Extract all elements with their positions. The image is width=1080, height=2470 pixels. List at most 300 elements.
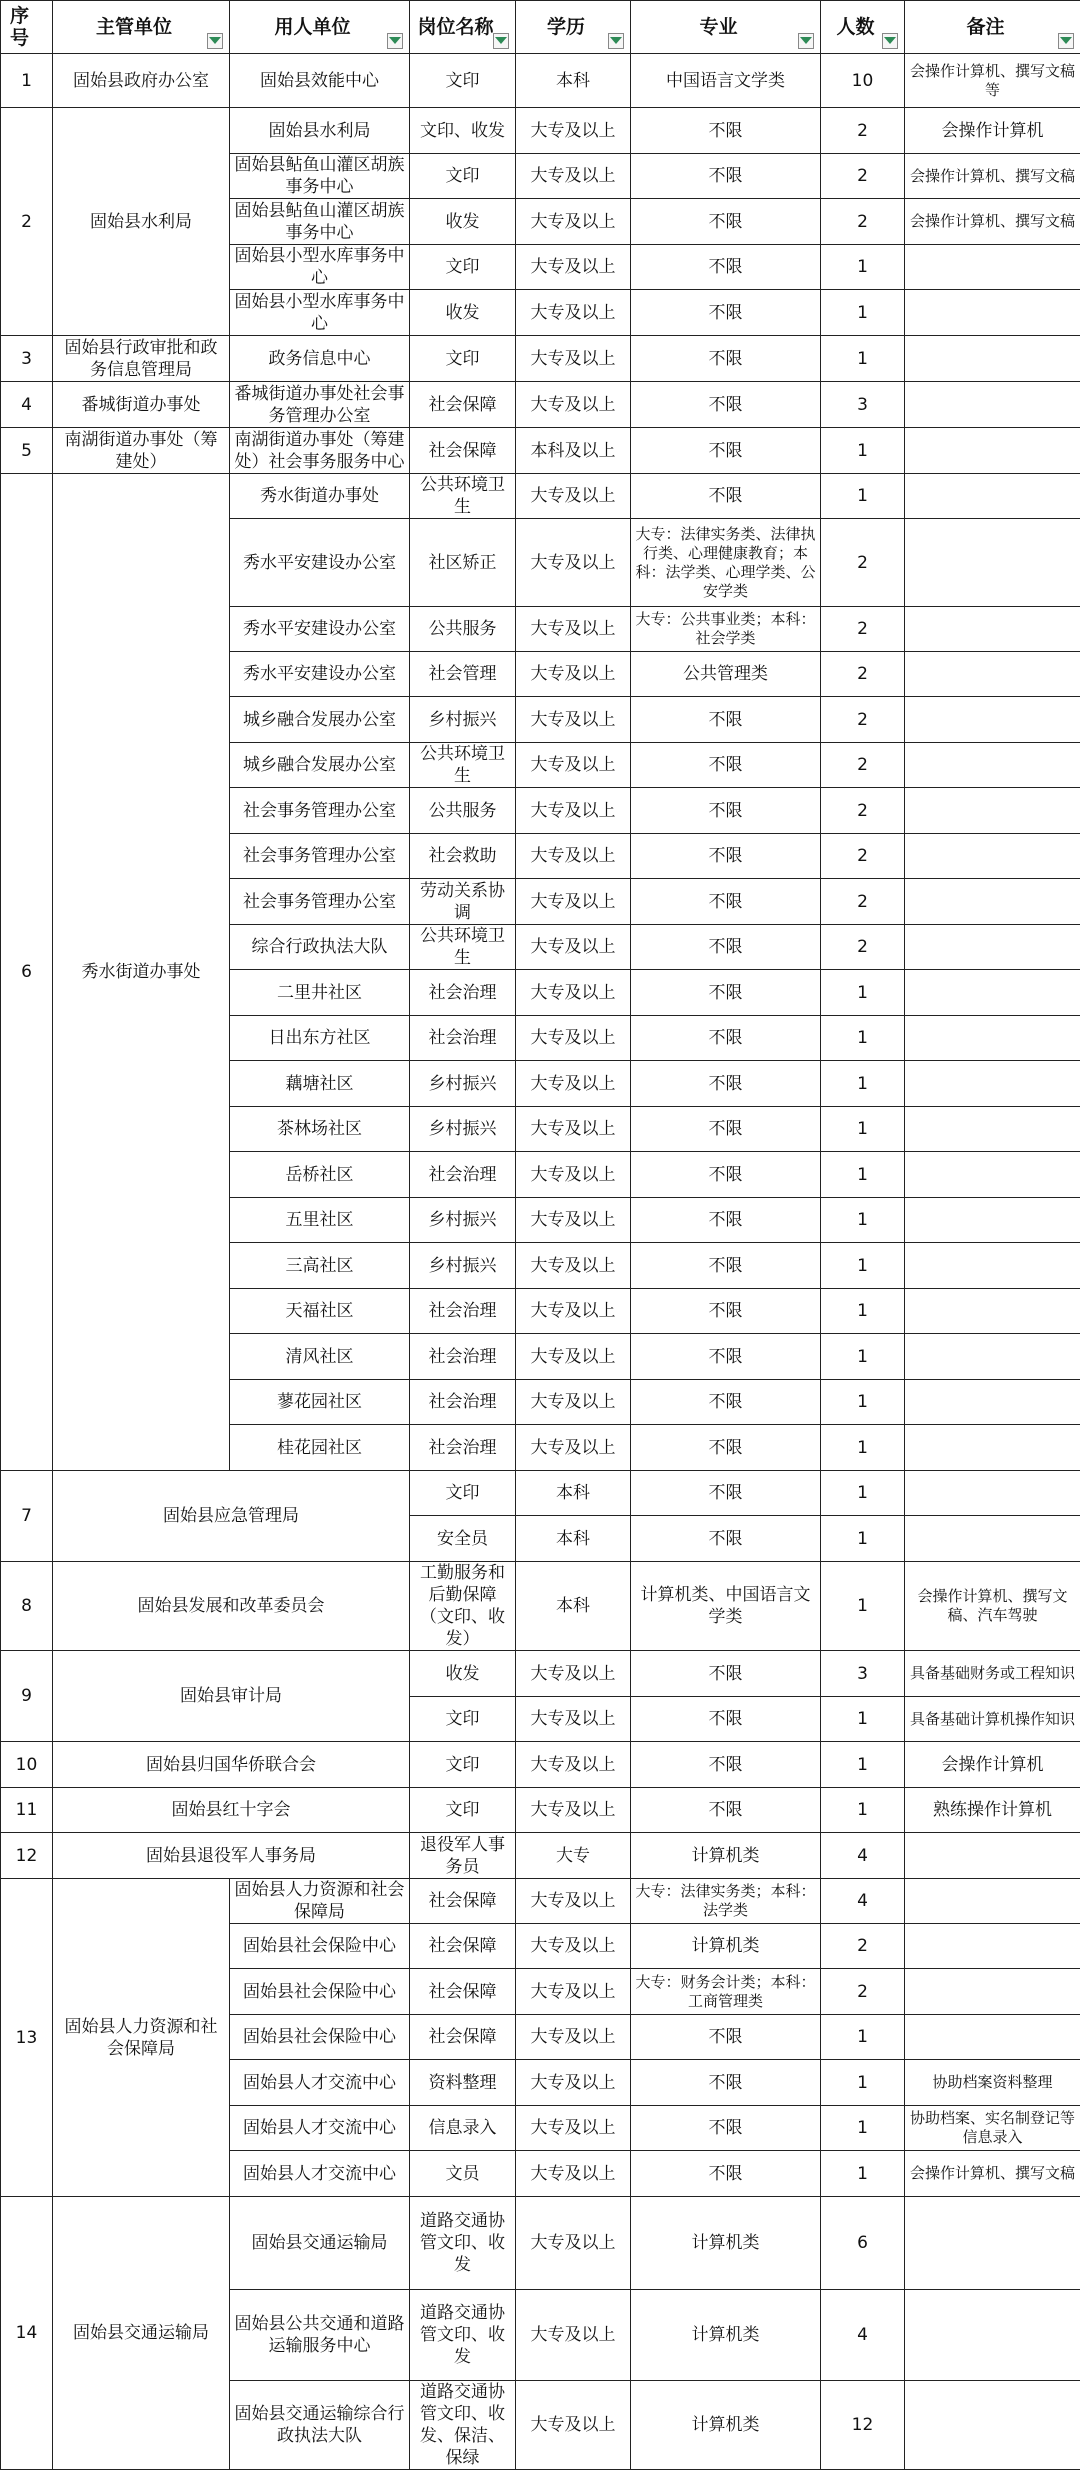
major-cell: 不限 — [631, 1651, 821, 1697]
table-row — [1, 108, 1080, 154]
major-cell: 不限 — [631, 1697, 821, 1742]
note-cell — [905, 607, 1080, 652]
count-cell: 2 — [821, 788, 905, 834]
row-number-cell: 11 — [1, 1788, 53, 1833]
row-number-cell: 8 — [1, 1562, 53, 1651]
post-cell: 乡村振兴 — [410, 1107, 516, 1152]
note-cell: 会操作计算机、撰写文稿 — [905, 2151, 1080, 2197]
note-cell: 会操作计算机、撰写文稿、汽车驾驶 — [905, 1562, 1080, 1651]
major-cell: 不限 — [631, 108, 821, 154]
unit-cell: 桂花园社区 — [230, 1425, 410, 1471]
dept-cell: 固始县归国华侨联合会 — [53, 1742, 410, 1788]
edu-cell: 大专及以上 — [516, 1061, 631, 1107]
note-cell — [905, 788, 1080, 834]
post-cell: 资料整理 — [410, 2060, 516, 2106]
major-cell: 不限 — [631, 1471, 821, 1516]
unit-cell: 综合行政执法大队 — [230, 925, 410, 970]
post-cell: 道路交通协管文印、收发、保洁、保绿 — [410, 2381, 516, 2470]
note-cell — [905, 1152, 1080, 1198]
count-cell: 1 — [821, 2106, 905, 2151]
edu-cell: 大专及以上 — [516, 1742, 631, 1788]
edu-cell: 大专及以上 — [516, 474, 631, 519]
filter-dropdown-icon[interactable] — [608, 33, 624, 49]
major-cell: 不限 — [631, 1107, 821, 1152]
note-cell — [905, 1289, 1080, 1334]
filter-dropdown-icon[interactable] — [798, 33, 814, 49]
unit-cell: 社会事务管理办公室 — [230, 879, 410, 925]
major-cell: 大专：公共事业类；本科：社会学类 — [631, 607, 821, 652]
table-row — [1, 428, 1080, 474]
unit-cell: 二里井社区 — [230, 970, 410, 1016]
post-cell: 公共服务 — [410, 607, 516, 652]
count-cell: 2 — [821, 519, 905, 607]
count-cell: 1 — [821, 336, 905, 382]
note-cell — [905, 1516, 1080, 1562]
note-cell — [905, 2381, 1080, 2470]
edu-cell: 大专及以上 — [516, 1651, 631, 1697]
unit-cell: 固始县社会保险中心 — [230, 2015, 410, 2060]
post-cell: 社会治理 — [410, 1334, 516, 1380]
header-edu: 学历 — [516, 1, 631, 54]
unit-cell: 日出东方社区 — [230, 1016, 410, 1061]
note-cell: 具备基础财务或工程知识 — [905, 1651, 1080, 1697]
unit-cell: 秀水平安建设办公室 — [230, 652, 410, 697]
table-row — [1, 382, 1080, 428]
unit-cell: 岳桥社区 — [230, 1152, 410, 1198]
unit-cell: 政务信息中心 — [230, 336, 410, 382]
row-number-cell: 12 — [1, 1833, 53, 1879]
major-cell: 不限 — [631, 1289, 821, 1334]
unit-cell: 固始县人才交流中心 — [230, 2151, 410, 2197]
count-cell: 1 — [821, 474, 905, 519]
note-cell — [905, 925, 1080, 970]
row-number-cell: 4 — [1, 382, 53, 428]
filter-dropdown-icon[interactable] — [387, 33, 403, 49]
major-cell: 不限 — [631, 382, 821, 428]
edu-cell: 大专及以上 — [516, 2106, 631, 2151]
post-cell: 退役军人事务员 — [410, 1833, 516, 1879]
count-cell: 1 — [821, 1562, 905, 1651]
table-row — [1, 54, 1080, 108]
major-cell: 不限 — [631, 336, 821, 382]
row-number-cell: 14 — [1, 2197, 53, 2470]
edu-cell: 大专及以上 — [516, 788, 631, 834]
note-cell — [905, 697, 1080, 743]
edu-cell: 大专及以上 — [516, 1243, 631, 1289]
unit-cell: 固始县社会保险中心 — [230, 1969, 410, 2015]
edu-cell: 本科 — [516, 1516, 631, 1562]
count-cell: 6 — [821, 2197, 905, 2290]
major-cell: 不限 — [631, 970, 821, 1016]
edu-cell: 大专及以上 — [516, 1289, 631, 1334]
row-number-cell: 3 — [1, 336, 53, 382]
post-cell: 社会治理 — [410, 1152, 516, 1198]
note-cell — [905, 428, 1080, 474]
row-number-cell: 6 — [1, 474, 53, 1471]
post-cell: 文印、收发 — [410, 108, 516, 154]
note-cell — [905, 1061, 1080, 1107]
unit-cell: 蓼花园社区 — [230, 1380, 410, 1425]
unit-cell: 固始县人才交流中心 — [230, 2106, 410, 2151]
edu-cell: 大专及以上 — [516, 1152, 631, 1198]
edu-cell: 大专及以上 — [516, 1697, 631, 1742]
unit-cell: 固始县人才交流中心 — [230, 2060, 410, 2106]
major-cell: 不限 — [631, 2060, 821, 2106]
count-cell: 2 — [821, 199, 905, 245]
table-row — [1, 2197, 1080, 2290]
edu-cell: 大专及以上 — [516, 970, 631, 1016]
count-cell: 1 — [821, 245, 905, 290]
post-cell: 信息录入 — [410, 2106, 516, 2151]
major-cell: 不限 — [631, 788, 821, 834]
post-cell: 文员 — [410, 2151, 516, 2197]
edu-cell: 大专及以上 — [516, 743, 631, 788]
edu-cell: 大专及以上 — [516, 652, 631, 697]
dept-cell: 固始县人力资源和社会保障局 — [53, 1879, 230, 2197]
count-cell: 1 — [821, 1425, 905, 1471]
count-cell: 1 — [821, 1471, 905, 1516]
table-row — [1, 1879, 1080, 1924]
header-dept: 主管单位 — [53, 1, 230, 54]
edu-cell: 大专及以上 — [516, 245, 631, 290]
unit-cell: 固始县鲇鱼山灌区胡族事务中心 — [230, 154, 410, 199]
note-cell — [905, 2015, 1080, 2060]
edu-cell: 大专及以上 — [516, 1016, 631, 1061]
unit-cell: 茶林场社区 — [230, 1107, 410, 1152]
post-cell: 社会保障 — [410, 382, 516, 428]
unit-cell: 固始县人力资源和社会保障局 — [230, 1879, 410, 1924]
note-cell — [905, 1471, 1080, 1516]
note-cell — [905, 474, 1080, 519]
unit-cell: 固始县鲇鱼山灌区胡族事务中心 — [230, 199, 410, 245]
edu-cell: 大专及以上 — [516, 1425, 631, 1471]
major-cell: 不限 — [631, 1380, 821, 1425]
count-cell: 12 — [821, 2381, 905, 2470]
major-cell: 不限 — [631, 1152, 821, 1198]
major-cell: 中国语言文学类 — [631, 54, 821, 108]
note-cell — [905, 1334, 1080, 1380]
note-cell: 会操作计算机、撰写文稿 — [905, 154, 1080, 199]
major-cell: 不限 — [631, 743, 821, 788]
post-cell: 文印 — [410, 154, 516, 199]
edu-cell: 大专及以上 — [516, 1788, 631, 1833]
count-cell: 2 — [821, 743, 905, 788]
count-cell: 2 — [821, 879, 905, 925]
note-cell: 会操作计算机、撰写文稿 — [905, 199, 1080, 245]
count-cell: 1 — [821, 970, 905, 1016]
header-major: 专业 — [631, 1, 821, 54]
edu-cell: 大专及以上 — [516, 2290, 631, 2381]
note-cell: 熟练操作计算机 — [905, 1788, 1080, 1833]
major-cell: 计算机类、中国语言文学类 — [631, 1562, 821, 1651]
post-cell: 社会保障 — [410, 428, 516, 474]
edu-cell: 大专及以上 — [516, 1334, 631, 1380]
count-cell: 10 — [821, 54, 905, 108]
count-cell: 1 — [821, 1243, 905, 1289]
count-cell: 1 — [821, 1516, 905, 1562]
count-cell: 1 — [821, 1107, 905, 1152]
edu-cell: 大专及以上 — [516, 336, 631, 382]
note-cell: 会操作计算机、撰写文稿等 — [905, 54, 1080, 108]
post-cell: 收发 — [410, 199, 516, 245]
note-cell — [905, 652, 1080, 697]
major-cell: 不限 — [631, 154, 821, 199]
count-cell: 1 — [821, 2060, 905, 2106]
unit-cell: 固始县交通运输局 — [230, 2197, 410, 2290]
post-cell: 文印 — [410, 1697, 516, 1742]
edu-cell: 大专及以上 — [516, 1198, 631, 1243]
note-cell — [905, 1016, 1080, 1061]
post-cell: 社会治理 — [410, 1289, 516, 1334]
post-cell: 社会治理 — [410, 1425, 516, 1471]
edu-cell: 大专及以上 — [516, 290, 631, 336]
major-cell: 不限 — [631, 1742, 821, 1788]
header-note: 备注 — [905, 1, 1080, 54]
unit-cell: 城乡融合发展办公室 — [230, 697, 410, 743]
post-cell: 社区矫正 — [410, 519, 516, 607]
edu-cell: 本科 — [516, 1471, 631, 1516]
post-cell: 文印 — [410, 1471, 516, 1516]
note-cell — [905, 1833, 1080, 1879]
post-cell: 公共环境卫生 — [410, 925, 516, 970]
major-cell: 不限 — [631, 1061, 821, 1107]
dept-cell: 固始县政府办公室 — [53, 54, 230, 108]
unit-cell: 固始县效能中心 — [230, 54, 410, 108]
major-cell: 不限 — [631, 834, 821, 879]
count-cell: 1 — [821, 1289, 905, 1334]
unit-cell: 秀水平安建设办公室 — [230, 607, 410, 652]
dept-cell: 固始县交通运输局 — [53, 2197, 230, 2470]
major-cell: 不限 — [631, 428, 821, 474]
note-cell — [905, 2290, 1080, 2381]
header-unit: 用人单位 — [230, 1, 410, 54]
note-cell — [905, 970, 1080, 1016]
unit-cell: 社会事务管理办公室 — [230, 834, 410, 879]
dept-cell: 秀水街道办事处 — [53, 474, 230, 1471]
post-cell: 社会保障 — [410, 1879, 516, 1924]
row-number-cell: 1 — [1, 54, 53, 108]
unit-cell: 固始县公共交通和道路运输服务中心 — [230, 2290, 410, 2381]
note-cell — [905, 382, 1080, 428]
major-cell: 计算机类 — [631, 2197, 821, 2290]
count-cell: 1 — [821, 1061, 905, 1107]
major-cell: 不限 — [631, 2151, 821, 2197]
filter-dropdown-icon[interactable] — [207, 33, 223, 49]
major-cell: 不限 — [631, 697, 821, 743]
count-cell: 1 — [821, 1788, 905, 1833]
edu-cell: 大专及以上 — [516, 1969, 631, 2015]
post-cell: 文印 — [410, 1788, 516, 1833]
post-cell: 乡村振兴 — [410, 1061, 516, 1107]
count-cell: 2 — [821, 652, 905, 697]
dept-cell: 固始县行政审批和政务信息管理局 — [53, 336, 230, 382]
edu-cell: 大专及以上 — [516, 382, 631, 428]
major-cell: 不限 — [631, 2015, 821, 2060]
edu-cell: 大专及以上 — [516, 1107, 631, 1152]
row-number-cell: 5 — [1, 428, 53, 474]
unit-cell: 社会事务管理办公室 — [230, 788, 410, 834]
edu-cell: 大专及以上 — [516, 154, 631, 199]
major-cell: 不限 — [631, 1016, 821, 1061]
note-cell — [905, 2197, 1080, 2290]
post-cell: 道路交通协管文印、收发 — [410, 2197, 516, 2290]
note-cell: 协助档案资料整理 — [905, 2060, 1080, 2106]
post-cell: 社会保障 — [410, 1969, 516, 2015]
row-number-cell: 2 — [1, 108, 53, 336]
table-row — [1, 1833, 1080, 1879]
dept-cell: 固始县发展和改革委员会 — [53, 1562, 410, 1651]
edu-cell: 大专及以上 — [516, 1879, 631, 1924]
dept-cell: 南湖街道办事处（筹建处） — [53, 428, 230, 474]
major-cell: 不限 — [631, 1788, 821, 1833]
major-cell: 计算机类 — [631, 2290, 821, 2381]
edu-cell: 大专 — [516, 1833, 631, 1879]
post-cell: 社会治理 — [410, 970, 516, 1016]
dept-cell: 固始县水利局 — [53, 108, 230, 336]
note-cell — [905, 290, 1080, 336]
major-cell: 计算机类 — [631, 1924, 821, 1969]
edu-cell: 大专及以上 — [516, 834, 631, 879]
post-cell: 社会治理 — [410, 1380, 516, 1425]
unit-cell: 番城街道办事处社会事务管理办公室 — [230, 382, 410, 428]
count-cell: 1 — [821, 428, 905, 474]
table-row — [1, 1471, 1080, 1516]
post-cell: 社会救助 — [410, 834, 516, 879]
edu-cell: 大专及以上 — [516, 879, 631, 925]
note-cell: 具备基础计算机操作知识 — [905, 1697, 1080, 1742]
major-cell: 不限 — [631, 245, 821, 290]
table-row — [1, 1562, 1080, 1651]
post-cell: 乡村振兴 — [410, 1243, 516, 1289]
edu-cell: 大专及以上 — [516, 2151, 631, 2197]
count-cell: 1 — [821, 2151, 905, 2197]
table-row — [1, 1788, 1080, 1833]
major-cell: 大专：法律实务类；本科：法学类 — [631, 1879, 821, 1924]
dept-cell: 固始县红十字会 — [53, 1788, 410, 1833]
count-cell: 2 — [821, 834, 905, 879]
note-cell — [905, 1107, 1080, 1152]
count-cell: 3 — [821, 382, 905, 428]
note-cell — [905, 336, 1080, 382]
edu-cell: 大专及以上 — [516, 2381, 631, 2470]
post-cell: 收发 — [410, 290, 516, 336]
major-cell: 不限 — [631, 2106, 821, 2151]
note-cell — [905, 1243, 1080, 1289]
count-cell: 1 — [821, 1697, 905, 1742]
count-cell: 1 — [821, 1380, 905, 1425]
major-cell: 不限 — [631, 925, 821, 970]
header-count: 人数 — [821, 1, 905, 54]
note-cell — [905, 1879, 1080, 1924]
note-cell: 会操作计算机 — [905, 108, 1080, 154]
unit-cell: 固始县小型水库事务中心 — [230, 290, 410, 336]
note-cell — [905, 1924, 1080, 1969]
unit-cell: 固始县交通运输综合行政执法大队 — [230, 2381, 410, 2470]
edu-cell: 大专及以上 — [516, 1380, 631, 1425]
note-cell — [905, 245, 1080, 290]
dept-cell: 固始县应急管理局 — [53, 1471, 410, 1562]
count-cell: 2 — [821, 1924, 905, 1969]
count-cell: 2 — [821, 1969, 905, 2015]
edu-cell: 大专及以上 — [516, 108, 631, 154]
major-cell: 不限 — [631, 1243, 821, 1289]
count-cell: 1 — [821, 1742, 905, 1788]
edu-cell: 大专及以上 — [516, 697, 631, 743]
count-cell: 1 — [821, 1016, 905, 1061]
note-cell — [905, 1380, 1080, 1425]
post-cell: 公共环境卫生 — [410, 743, 516, 788]
unit-cell: 藕塘社区 — [230, 1061, 410, 1107]
table-row — [1, 474, 1080, 519]
note-cell — [905, 879, 1080, 925]
table-row — [1, 336, 1080, 382]
post-cell: 社会保障 — [410, 2015, 516, 2060]
major-cell: 不限 — [631, 290, 821, 336]
major-cell: 公共管理类 — [631, 652, 821, 697]
major-cell: 大专：法律实务类、法律执行类、心理健康教育；本科：法学类、心理学类、公安学类 — [631, 519, 821, 607]
count-cell: 3 — [821, 1651, 905, 1697]
post-cell: 公共服务 — [410, 788, 516, 834]
count-cell: 4 — [821, 2290, 905, 2381]
note-cell — [905, 519, 1080, 607]
post-cell: 文印 — [410, 1742, 516, 1788]
post-cell: 文印 — [410, 245, 516, 290]
major-cell: 不限 — [631, 1425, 821, 1471]
edu-cell: 大专及以上 — [516, 2015, 631, 2060]
unit-cell: 清风社区 — [230, 1334, 410, 1380]
major-cell: 不限 — [631, 199, 821, 245]
post-cell: 社会治理 — [410, 1016, 516, 1061]
major-cell: 不限 — [631, 474, 821, 519]
post-cell: 社会管理 — [410, 652, 516, 697]
post-cell: 公共环境卫生 — [410, 474, 516, 519]
unit-cell: 城乡融合发展办公室 — [230, 743, 410, 788]
filter-dropdown-icon[interactable] — [1058, 33, 1074, 49]
count-cell: 2 — [821, 697, 905, 743]
count-cell: 1 — [821, 1198, 905, 1243]
header-no: 序号 — [1, 1, 53, 54]
edu-cell: 大专及以上 — [516, 1924, 631, 1969]
post-cell: 道路交通协管文印、收发 — [410, 2290, 516, 2381]
table-row — [1, 1742, 1080, 1788]
edu-cell: 大专及以上 — [516, 2197, 631, 2290]
row-number-cell: 9 — [1, 1651, 53, 1742]
dept-cell: 固始县退役军人事务局 — [53, 1833, 410, 1879]
post-cell: 劳动关系协调 — [410, 879, 516, 925]
major-cell: 不限 — [631, 1516, 821, 1562]
edu-cell: 本科 — [516, 54, 631, 108]
unit-cell: 秀水平安建设办公室 — [230, 519, 410, 607]
count-cell: 2 — [821, 154, 905, 199]
filter-dropdown-icon[interactable] — [882, 33, 898, 49]
count-cell: 4 — [821, 1879, 905, 1924]
major-cell: 大专：财务会计类；本科：工商管理类 — [631, 1969, 821, 2015]
filter-dropdown-icon[interactable] — [493, 33, 509, 49]
unit-cell: 天福社区 — [230, 1289, 410, 1334]
count-cell: 2 — [821, 108, 905, 154]
row-number-cell: 10 — [1, 1742, 53, 1788]
post-cell: 文印 — [410, 336, 516, 382]
count-cell: 1 — [821, 1334, 905, 1380]
unit-cell: 五里社区 — [230, 1198, 410, 1243]
table-row — [1, 1651, 1080, 1697]
major-cell: 不限 — [631, 1198, 821, 1243]
post-cell: 文印 — [410, 54, 516, 108]
unit-cell: 固始县小型水库事务中心 — [230, 245, 410, 290]
count-cell: 1 — [821, 2015, 905, 2060]
count-cell: 1 — [821, 1152, 905, 1198]
count-cell: 2 — [821, 607, 905, 652]
